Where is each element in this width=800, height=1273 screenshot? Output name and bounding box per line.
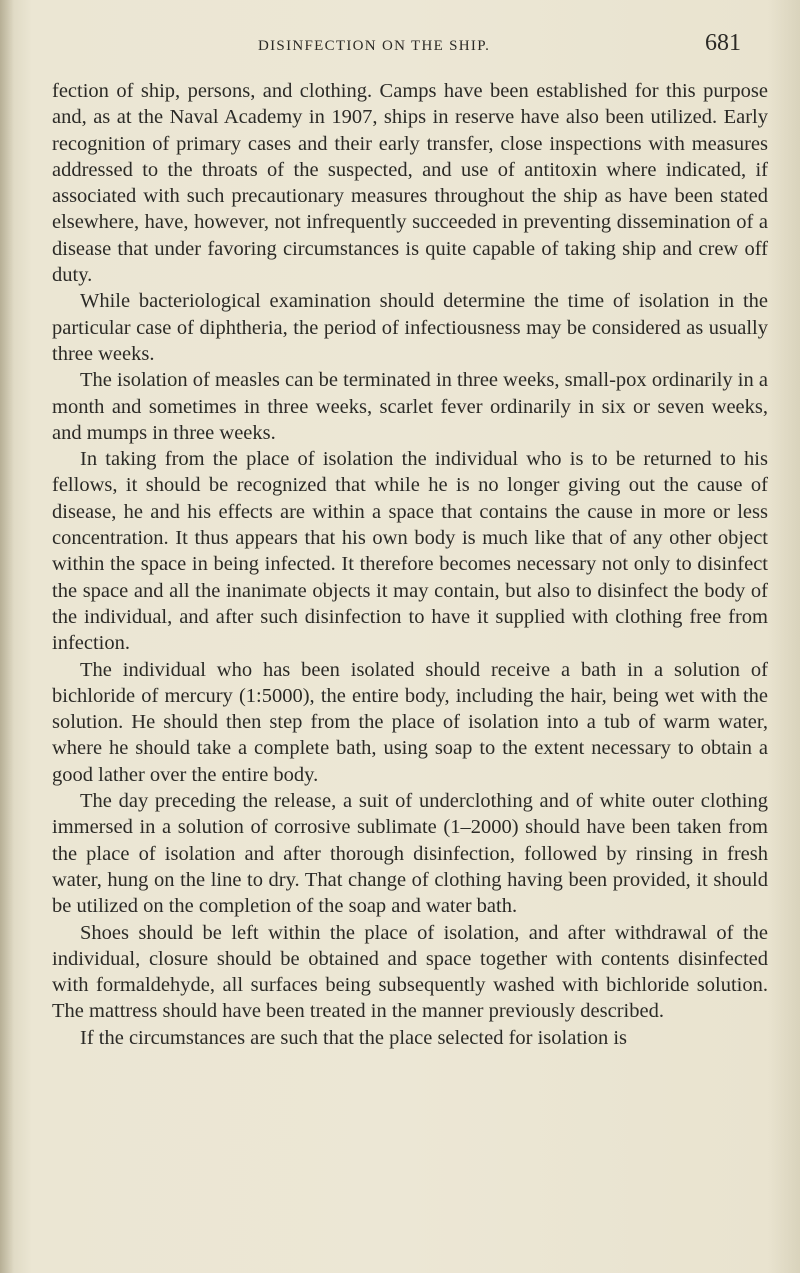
running-title: DISINFECTION ON THE SHIP.: [258, 38, 491, 54]
paragraph-5: The individual who has been isolated should receive a bath in a solution of bichloride of mercury (1:5000), the entire body, including the hair, being wet with the solution. He should then step from the place of isolation into a tub of warm water, where he should take a complete bath, using soap to the extent necessary to obtain a good lather over the entire body.: [52, 658, 768, 786]
spine-shadow: [0, 0, 14, 1273]
paragraph-6: The day preceding the release, a suit of underclothing and of white outer clothing immersed in a solution of corrosive sublimate (1–2000) should have been taken from the place of isolation and after thorough disinfection, followed by rinsing in fresh water, hung on the line to dry. That change of clothing having been provided, it should be utilized on the completion of the soap and water bath.: [52, 790, 768, 918]
paragraph-8: If the circumstances are such that the place selected for isolation is: [80, 1026, 628, 1049]
page-number: 681: [705, 30, 741, 56]
paragraph-2: While bacteriological examination should determine the time of isolation in the particular case of diphtheria, the period of infectiousness may be considered as usually three weeks.: [52, 290, 768, 365]
body-text: [52, 78, 768, 1051]
paragraph-3: The isolation of measles can be terminated in three weeks, small-pox ordinarily in a month and sometimes in three weeks, scarlet fever ordinarily in six or seven weeks, and mumps in three weeks.: [52, 369, 768, 444]
paragraph-7: Shoes should be left within the place of isolation, and after withdrawal of the individual, closure should be obtained and space together with contents disinfected with formaldehyde, all surfaces being subsequently washed with bichloride solution. The mattress should have been treated in the manner previously described.: [52, 921, 768, 1023]
paragraph-4: In taking from the place of isolation the individual who is to be returned to his fellows, it should be recognized that while he is no longer giving out the cause of disease, he and his effects are within a space that contains the cause in more or less concentration. It thus appears that his own body is much like that of any other object within the space in being infected. It therefore becomes necessary not only to disinfect the space and all the inanimate objects it may contain, but also to disinfect the body of the individual, and after such disinfection to have it supplied with clothing free from infection.: [52, 448, 768, 655]
running-head: [0, 30, 800, 64]
paragraph-1: fection of ship, persons, and clothing. Camps have been established for this purpose and, as at the Naval Academy in 1907, ships in reserve have also been utilized. Early recognition of primary cases and their early transfer, close inspections with measures addressed to the throats of the suspected, and use of antitoxin where indicated, if associated with such precautionary measures throughout the ship as have been stated elsewhere, have, however, not infrequently succeeded in preventing dissemination of a disease that under favoring circumstances is quite capable of taking ship and crew off duty.: [52, 80, 768, 287]
